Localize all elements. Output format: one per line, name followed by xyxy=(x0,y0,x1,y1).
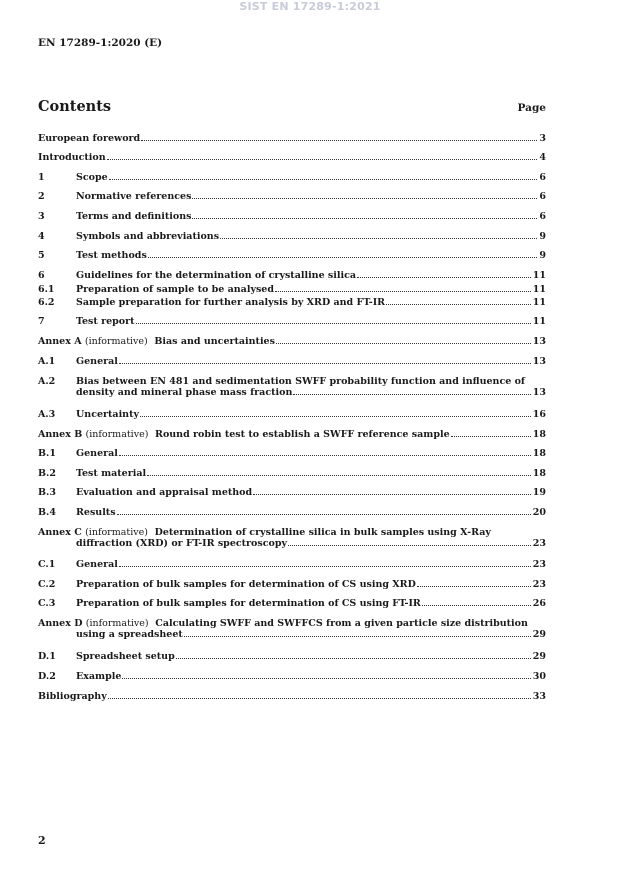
toc-entry-title-line1: Bias between EN 481 and sedimentation SWFF probability function and influence of xyxy=(76,376,526,387)
toc-entry-number: 6 xyxy=(38,270,45,281)
toc-entry-title: General xyxy=(76,559,118,570)
toc-entry-page: 6 xyxy=(539,172,546,183)
toc-entry[interactable] xyxy=(38,376,546,398)
toc-entry-title: Spreadsheet setup xyxy=(76,651,175,662)
toc-entry-page: 23 xyxy=(532,538,546,549)
toc-entry[interactable] xyxy=(38,651,546,662)
toc-entry-page: 30 xyxy=(532,671,546,682)
toc-entry-number: B.2 xyxy=(38,468,56,479)
toc-leader-dots xyxy=(357,277,531,278)
toc-leader-dots xyxy=(288,545,531,546)
toc-leader-dots xyxy=(276,343,531,344)
toc-entry[interactable] xyxy=(38,152,546,163)
toc-leader-dots xyxy=(253,494,531,495)
toc-entry-number: D.1 xyxy=(38,651,56,662)
toc-entry-number: B.3 xyxy=(38,487,56,498)
toc-leader-dots xyxy=(117,514,531,515)
toc-entry-title: using a spreadsheet xyxy=(76,629,183,640)
toc-entry-title: European foreword xyxy=(38,133,141,144)
toc-entry-number: C.1 xyxy=(38,559,56,570)
toc-entry-title: Symbols and abbreviations xyxy=(76,231,220,242)
toc-leader-dots xyxy=(119,455,531,456)
toc-entry-title: Evaluation and appraisal method xyxy=(76,487,253,498)
toc-entry-number: A.2 xyxy=(38,376,56,387)
toc-entry[interactable] xyxy=(38,356,546,367)
toc-leader-dots xyxy=(107,159,538,160)
toc-leader-dots xyxy=(140,416,531,417)
toc-entry-page: 33 xyxy=(532,691,546,702)
toc-entry-number: Annex C xyxy=(38,527,82,538)
toc-entry-title: Results xyxy=(76,507,116,518)
page-number: 2 xyxy=(38,834,46,847)
toc-entry-page: 13 xyxy=(532,356,546,367)
toc-leader-dots xyxy=(192,218,537,219)
toc-entry-number: 6.2 xyxy=(38,297,55,308)
toc-leader-dots xyxy=(176,658,531,659)
toc-entry-page: 18 xyxy=(532,448,546,459)
toc-entry[interactable] xyxy=(38,487,546,498)
toc-entry-page: 26 xyxy=(532,598,546,609)
toc-entry[interactable] xyxy=(38,507,546,518)
toc-entry[interactable] xyxy=(38,409,546,420)
toc-entry[interactable] xyxy=(38,448,546,459)
toc-entry-page: 23 xyxy=(532,559,546,570)
toc-entry-number: B.1 xyxy=(38,448,56,459)
toc-entry-title: Round robin test to establish a SWFF reference sample xyxy=(155,429,450,440)
toc-leader-dots xyxy=(192,198,537,199)
toc-entry-heading xyxy=(38,336,275,347)
toc-entry[interactable] xyxy=(38,618,546,640)
toc-leader-dots xyxy=(147,475,531,476)
toc-entry[interactable] xyxy=(38,671,546,682)
toc-entry-page: 6 xyxy=(539,191,546,202)
page-column-label: Page xyxy=(517,102,546,114)
toc-entry-title: Preparation of sample to be analysed xyxy=(76,284,274,295)
toc-entry-page: 11 xyxy=(532,284,546,295)
toc-leader-dots xyxy=(108,698,531,699)
toc-entry-page: 9 xyxy=(539,250,546,261)
toc-leader-dots xyxy=(451,436,531,437)
toc-entry-page: 19 xyxy=(532,487,546,498)
toc-entry-kind: (informative) xyxy=(84,336,148,347)
toc-entry-page: 29 xyxy=(532,629,546,640)
toc-entry[interactable] xyxy=(38,598,546,609)
toc-entry-title: Terms and definitions xyxy=(76,211,192,222)
toc-entry[interactable] xyxy=(38,133,546,144)
toc-entry-number: Annex D xyxy=(38,618,83,629)
toc-entry-title: Test material xyxy=(76,468,147,479)
toc-entry-title: Scope xyxy=(76,172,108,183)
toc-entry-title: Bibliography xyxy=(38,691,107,702)
toc-entry-number: 3 xyxy=(38,211,45,222)
toc-leader-dots xyxy=(220,238,537,239)
toc-entry-title: General xyxy=(76,356,118,367)
toc-entry[interactable] xyxy=(38,231,546,242)
toc-leader-dots xyxy=(141,140,537,141)
toc-entry-title-line1: Determination of crystalline silica in bulk samples using X-Ray xyxy=(154,527,491,538)
toc-entry[interactable] xyxy=(38,270,546,281)
toc-entry-title-line1: Calculating SWFF and SWFFCS from a given particle size distribution xyxy=(155,618,528,629)
toc-entry-kind: (informative) xyxy=(85,429,149,440)
toc-entry-number: C.2 xyxy=(38,579,56,590)
toc-entry-number: 2 xyxy=(38,191,45,202)
watermark: SIST EN 17289-1:2021 xyxy=(239,0,381,13)
toc-entry[interactable] xyxy=(38,336,546,347)
toc-entry[interactable] xyxy=(38,172,546,183)
toc-entry-page: 11 xyxy=(532,297,546,308)
toc-entry-number: D.2 xyxy=(38,671,56,682)
toc-entry-title: Sample preparation for further analysis by XRD and FT-IR xyxy=(76,297,386,308)
toc-entry-page: 11 xyxy=(532,270,546,281)
toc-entry-page: 13 xyxy=(532,336,546,347)
toc-entry-page: 23 xyxy=(532,579,546,590)
toc-entry[interactable] xyxy=(38,527,546,549)
toc-entry-title: Introduction xyxy=(38,152,106,163)
toc-entry-page: 18 xyxy=(532,468,546,479)
contents-heading: Contents xyxy=(38,98,112,115)
toc-entry[interactable] xyxy=(38,250,546,261)
toc-entry-title: Preparation of bulk samples for determination of CS using XRD xyxy=(76,579,416,590)
toc-entry-page: 18 xyxy=(532,429,546,440)
toc-leader-dots xyxy=(275,291,531,292)
toc-leader-dots xyxy=(293,394,530,395)
toc-leader-dots xyxy=(122,678,530,679)
toc-leader-dots xyxy=(417,586,531,587)
toc-leader-dots xyxy=(386,304,531,305)
toc-entry-page: 3 xyxy=(539,133,546,144)
toc-entry-page: 9 xyxy=(539,231,546,242)
document-id: EN 17289-1:2020 (E) xyxy=(38,37,163,49)
toc-entry-number: 4 xyxy=(38,231,45,242)
toc-entry-title: density and mineral phase mass fraction xyxy=(76,387,293,398)
toc-entry-title: Test report xyxy=(76,316,135,327)
toc-leader-dots xyxy=(136,323,531,324)
toc-entry[interactable] xyxy=(38,297,546,308)
toc-entry[interactable] xyxy=(38,284,546,295)
toc-entry-title: Test methods xyxy=(76,250,147,261)
toc-entry-heading xyxy=(38,527,491,538)
toc-entry[interactable] xyxy=(38,579,546,590)
toc-entry-page: 29 xyxy=(532,651,546,662)
toc-leader-dots xyxy=(119,566,531,567)
toc-entry-number: A.1 xyxy=(38,356,56,367)
toc-entry-title: Example xyxy=(76,671,122,682)
toc-entry-title: Guidelines for the determination of crystalline silica xyxy=(76,270,357,281)
toc-entry[interactable] xyxy=(38,691,546,702)
toc-entry[interactable] xyxy=(38,316,546,327)
toc-entry[interactable] xyxy=(38,429,546,440)
toc-entry-title: General xyxy=(76,448,118,459)
toc-leader-dots xyxy=(184,636,531,637)
toc-entry-heading xyxy=(38,618,528,629)
toc-entry[interactable] xyxy=(38,191,546,202)
toc-entry-number: B.4 xyxy=(38,507,56,518)
toc-leader-dots xyxy=(422,605,531,606)
toc-entry-title: Uncertainty xyxy=(76,409,139,420)
toc-entry[interactable] xyxy=(38,468,546,479)
toc-entry-number: 5 xyxy=(38,250,45,261)
toc-entry-number: Annex B xyxy=(38,429,83,440)
toc-entry-page: 11 xyxy=(532,316,546,327)
toc-entry-kind: (informative) xyxy=(85,527,148,538)
toc-entry-page: 20 xyxy=(532,507,546,518)
toc-entry-number: 6.1 xyxy=(38,284,55,295)
toc-entry-page: 6 xyxy=(539,211,546,222)
toc-entry-number: Annex A xyxy=(38,336,82,347)
toc-entry-page: 13 xyxy=(532,387,546,398)
toc-entry-title: Bias and uncertainties xyxy=(154,336,275,347)
toc-entry-page: 16 xyxy=(532,409,546,420)
toc-entry-number: 1 xyxy=(38,172,45,183)
toc-entry-title: Preparation of bulk samples for determination of CS using FT-IR xyxy=(76,598,421,609)
toc-entry-heading xyxy=(38,429,450,440)
toc-entry-number: C.3 xyxy=(38,598,56,609)
toc-entry-page: 4 xyxy=(539,152,546,163)
toc-entry[interactable] xyxy=(38,211,546,222)
toc-leader-dots xyxy=(148,257,538,258)
toc-leader-dots xyxy=(109,179,538,180)
toc-leader-dots xyxy=(119,363,531,364)
toc-entry-kind: (informative) xyxy=(85,618,149,629)
toc-entry-title: Normative references xyxy=(76,191,192,202)
toc-entry[interactable] xyxy=(38,559,546,570)
toc-entry-number: 7 xyxy=(38,316,45,327)
toc-entry-number: A.3 xyxy=(38,409,56,420)
toc-entry-title: diffraction (XRD) or FT-IR spectroscopy xyxy=(76,538,288,549)
